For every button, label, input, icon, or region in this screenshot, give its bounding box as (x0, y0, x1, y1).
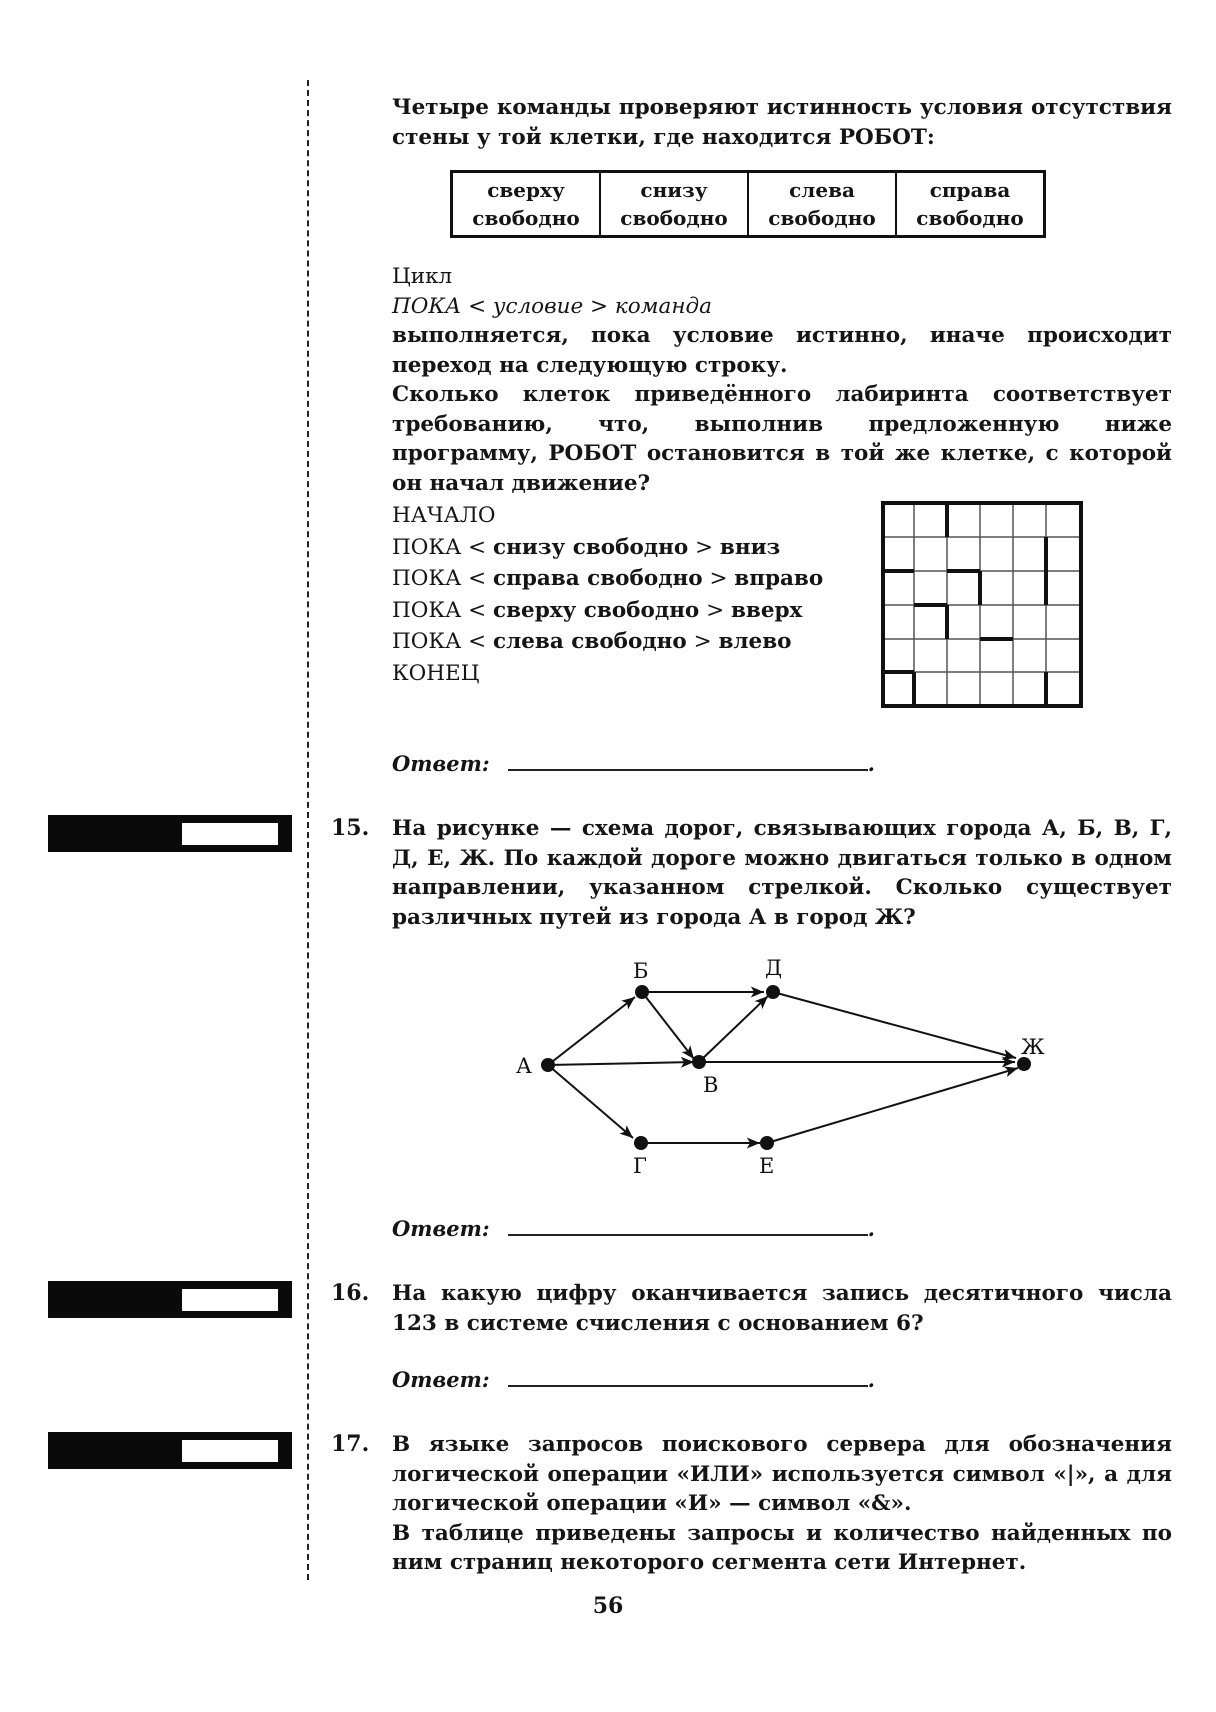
answer-line[interactable] (508, 749, 868, 771)
q17-text: В языке запросов поискового сервера для обозначения логической операции «ИЛИ» используется символ «|», а для логической операции «И» — символ «&». В таблице приведены запросы и количество найденных по ним страниц некоторого сегмента сети Интернет. (392, 1432, 1172, 1575)
program-end: КОНЕЦ (392, 660, 480, 686)
q14-cycle (392, 262, 1172, 498)
node-g (634, 1136, 648, 1150)
cycle-desc: выполняется, пока условие истинно, иначе происходит переход на следующую строку. (392, 323, 1172, 378)
node-label: А (516, 1054, 532, 1078)
edge-a-v (548, 1062, 694, 1065)
answer-box-17 (48, 1432, 292, 1469)
program-line: ПОКА < снизу свободно > вниз (392, 534, 781, 560)
program (392, 500, 823, 689)
answer-box-16 (48, 1281, 292, 1318)
program-line: ПОКА < справа свободно > вправо (392, 566, 824, 591)
q14-question: Сколько клеток приведённого лабиринта соответствует требованию, что, выполнив предложенную ниже программу, РОБОТ остановится в той же клетке, с которой он начал движение? (392, 382, 1172, 496)
answer-14: Ответ: . (392, 751, 875, 776)
node-label: Ж (1021, 1035, 1045, 1059)
command-cell: сверху свободно (452, 172, 601, 237)
node-v (692, 1055, 706, 1069)
node-zh (1017, 1057, 1031, 1071)
question-number: 15. (331, 815, 370, 841)
answer-box-15 (48, 815, 292, 852)
question-number: 17. (331, 1431, 370, 1457)
node-label: Г (633, 1154, 647, 1178)
page-number: 56 (592, 1593, 624, 1619)
road-graph (500, 950, 1060, 1180)
node-d (766, 985, 780, 999)
edge-v-d (699, 996, 768, 1062)
command-cell: слева свободно (748, 172, 896, 237)
edge-d-zh (773, 992, 1016, 1058)
commands-table (450, 170, 1046, 238)
answer-slot[interactable] (182, 1289, 278, 1311)
edge-a-g (548, 1065, 633, 1138)
node-label: Д (765, 956, 783, 980)
answer-line[interactable] (508, 1214, 868, 1236)
program-line: ПОКА < сверху свободно > вверх (392, 597, 803, 623)
node-label: В (703, 1073, 719, 1097)
edge-a-b (548, 997, 635, 1065)
question-number: 16. (331, 1280, 370, 1306)
answer-15: Ответ: . (392, 1216, 875, 1241)
edge-e-zh (767, 1068, 1018, 1143)
answer-slot[interactable] (182, 1440, 278, 1462)
answer-slot[interactable] (182, 823, 278, 845)
command-cell: снизу свободно (600, 172, 748, 237)
q14-intro: Четыре команды проверяют истинность условия отсутствия стены у той клетки, где находится РОБОТ: (392, 95, 1172, 150)
q15-text: На рисунке — схема дорог, связывающих города А, Б, В, Г, Д, Е, Ж. По каждой дороге можно двигаться только в одном направлении, указанном стрелкой. Сколько существует различных путей из города А в город Ж? (392, 816, 1172, 930)
program-line: ПОКА < слева свободно > влево (392, 629, 792, 654)
node-label: Б (633, 959, 649, 983)
node-label: Е (759, 1154, 775, 1178)
node-a (541, 1058, 555, 1072)
maze (880, 500, 1086, 710)
cycle-syntax: ПОКА < условие > команда (392, 293, 712, 319)
edge-b-v (642, 992, 694, 1059)
q16-text: На какую цифру оканчивается запись десятичного числа 123 в системе счисления с основанием 6? (392, 1281, 1172, 1336)
answer-16: Ответ: . (392, 1367, 875, 1392)
node-b (635, 985, 649, 999)
command-cell: справа свободно (896, 172, 1045, 237)
answer-line[interactable] (508, 1365, 868, 1387)
cut-line (307, 80, 309, 1580)
program-begin: НАЧАЛО (392, 503, 496, 528)
node-e (760, 1136, 774, 1150)
cycle-title: Цикл (392, 264, 453, 289)
